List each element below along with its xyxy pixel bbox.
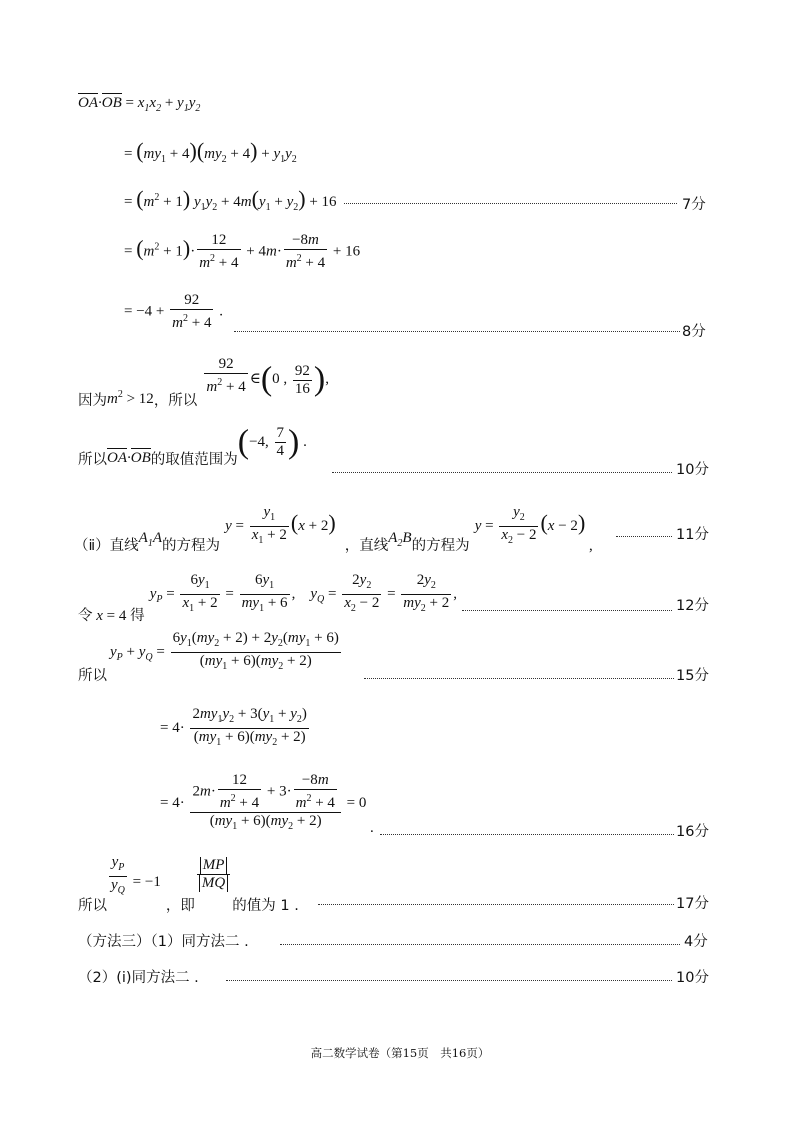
dot-leader <box>380 834 674 835</box>
dot-leader <box>332 472 672 473</box>
expansion-line-3: = $(m^2 + 1) y_1y_2 + 4m(y_1 + y_2) + 16$ <box>124 186 337 213</box>
let-text: 令 <box>78 607 93 624</box>
page-footer: 高二数学试卷（第15页 共16页） <box>310 1046 490 1060</box>
range-text: 的取值范围为 <box>150 451 238 468</box>
dot-leader <box>344 203 677 204</box>
dot-leader <box>280 944 680 945</box>
conclusion-row: 所以 $\frac{y_P}{y_Q}$ = −1 ，即 $\frac{MP}{MQ}$ 的值为 1 . <box>78 854 299 914</box>
sum-expression: $y_P + y_Q$ = $\frac{6y_1(my_2 + 2) + 2y_2(my_1 + 6)}{(my_1 + 6)(my_2 + 2)}$ <box>110 630 339 672</box>
score-label: 17分 <box>676 896 709 912</box>
range-line: 所以OA·OB的取值范围为(−4, $\frac{7}{4}$ ) . <box>78 423 307 468</box>
simplify-line-1: = 4· $\frac{2my_1y_2 + 3(y_1 + y_2)}{(my_1 + 6)(my_2 + 2)}$ <box>160 706 307 748</box>
so-text: 所以 <box>78 897 107 914</box>
dot-leader <box>462 610 672 611</box>
method3-text: （方法三）（1）同方法二 <box>78 934 240 950</box>
substitution-line: = $(m^2 + 1)\cdot$ $\frac{12}{m^2 + 4}$ + 4m· $\frac{-8m}{m^2 + 4}$ + 16 <box>124 232 361 271</box>
eq-text: 的方程为 <box>411 537 470 554</box>
line-equations-row: （ⅱ）直线$A_1A$的方程为 y = $\frac{y_1}{x_1 + 2}$ (x + 2) ，直线$A_2B$的方程为 y = $\frac{y_2}{x_2 - 2}$ (x − 2) , <box>74 504 593 554</box>
score-label: 10分 <box>676 462 709 478</box>
method3-part2-text: （2）(ⅰ)同方法二 <box>78 970 190 986</box>
dot-leader <box>318 904 674 905</box>
score-label: 7分 <box>682 197 706 213</box>
get-text: 得 <box>130 607 145 624</box>
eq-text: 的方程为 <box>161 537 220 554</box>
score-label: 10分 <box>676 970 709 986</box>
period: . <box>370 820 374 836</box>
so-text: ，所以 <box>153 393 198 410</box>
simplify-line-2: = 4· 2m· $\frac{12}{m^2 + 4}$ + 3· $\frac{-8m}{m^2 + 4}$ $(my_1 + 6)(my_2 + 2)$ = 0 <box>160 772 367 832</box>
score-label: 4分 <box>684 934 708 950</box>
ie-text: ，即 <box>165 897 195 914</box>
result-line: = −4 + $\frac{92}{m^2 + 4}$ . <box>124 292 223 331</box>
let-x-row: 令 x = 4 得 $y_P$ = $\frac{6y_1}{x_1 + 2}$ = $\frac{6y_1}{my_1 + 6}$ , $y_Q$ = $\frac{2y_2}{x_2 - 2}$ = $\frac{2y_2}{my_2 + 2}$ , <box>78 572 458 624</box>
because-text: 因为 <box>78 393 107 410</box>
score-label: 12分 <box>676 598 709 614</box>
because-line: 因为$m^2 > 12$，所以 $\frac{92}{m^2 + 4}$ ∈(0 , $\frac{92}{16}$ ), <box>78 356 329 410</box>
expansion-line-2: = $(my_1 + 4)(my_2 + 4) + y_1y_2$ <box>124 138 297 165</box>
dot-leader <box>616 536 672 537</box>
dot-leader <box>364 678 674 679</box>
so-text: 所以 <box>78 668 107 684</box>
dot-leader <box>234 331 680 332</box>
part-label: （ⅱ）直线 <box>74 537 139 554</box>
line-text: ，直线 <box>344 537 389 554</box>
so-text: 所以 <box>78 451 107 468</box>
method3-line: （方法三）（1）同方法二 . <box>78 934 249 950</box>
value-text: 的值为 <box>232 897 276 914</box>
score-label: 8分 <box>682 324 706 340</box>
score-label: 11分 <box>676 527 709 543</box>
method3-part2-line: （2）(ⅰ)同方法二 . <box>78 970 199 986</box>
score-label: 15分 <box>676 668 709 684</box>
dot-product-line: $OA\cdot OB = x_1x_2 + y_1y_2$ <box>78 95 201 114</box>
dot-leader <box>226 980 672 981</box>
score-label: 16分 <box>676 824 709 840</box>
value-number: 1 <box>280 897 290 914</box>
